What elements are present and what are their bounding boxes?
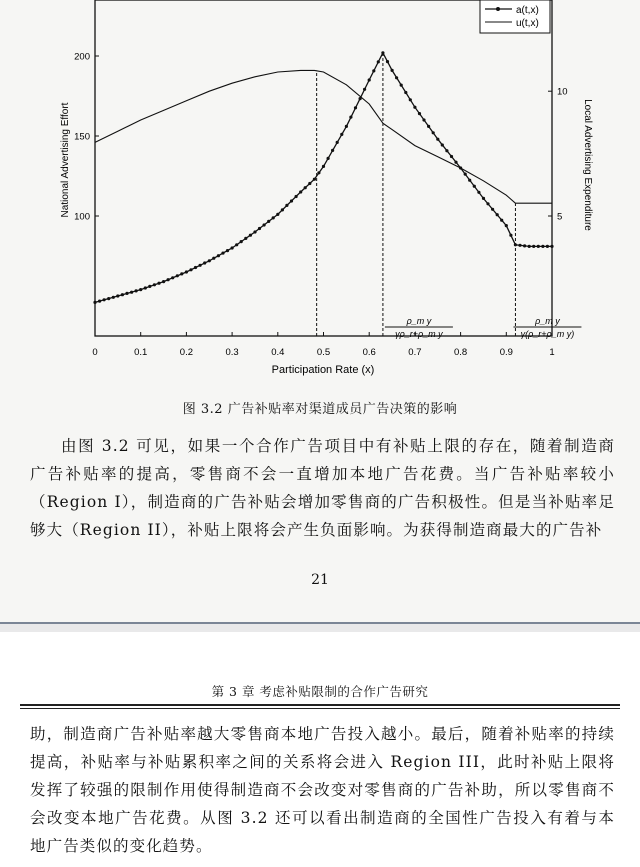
series-point-a xyxy=(125,292,128,295)
series-point-a xyxy=(450,155,453,158)
series-point-a xyxy=(537,245,540,248)
series-point-a xyxy=(185,270,188,273)
series-point-a xyxy=(486,202,489,205)
series-point-a xyxy=(208,259,211,262)
x-tick-label: 0.2 xyxy=(179,347,194,358)
x-axis-label: Participation Rate (x) xyxy=(271,364,375,376)
series-point-a xyxy=(304,186,307,189)
figure-caption: 图 3.2 广告补贴率对渠道成员广告决策的影响 xyxy=(182,402,458,417)
series-point-a xyxy=(272,216,275,219)
series-point-a xyxy=(445,149,448,152)
series-point-a xyxy=(509,234,512,237)
series-point-a xyxy=(496,213,499,216)
series-point-a xyxy=(327,157,330,160)
page-22 xyxy=(0,632,640,867)
series-point-a xyxy=(482,197,485,200)
series-point-a xyxy=(135,289,138,292)
series-point-a xyxy=(267,220,270,223)
series-point-a xyxy=(418,112,421,115)
series-point-a xyxy=(157,282,160,285)
page-number: 21 xyxy=(311,572,329,588)
series-point-a xyxy=(340,133,343,136)
series-point-a xyxy=(500,219,503,222)
body-paragraph-1: 由图 3.2 可见，如果一个合作广告项目中有补贴上限的存在，随着制造商广告补贴率的提高，零售商不会一直增加本地广告花费。当广告补贴率较小（Region I），制造商的广告补贴会增加零售商的广告积极性。但是当补贴率足够大（Region II），补贴上限将会产生负面影响。为获得制造商最大的广告补 xyxy=(30,437,615,539)
series-point-a xyxy=(139,288,142,291)
chapter-header: 第 3 章 考虑补贴限制的合作广告研究 xyxy=(20,682,620,706)
series-point-a xyxy=(162,280,165,283)
series-point-a xyxy=(518,244,521,247)
series-point-a xyxy=(226,249,229,252)
y-left-tick-label: 100 xyxy=(74,211,90,223)
x-tick-label: 0.4 xyxy=(271,347,285,358)
legend-box xyxy=(480,0,550,33)
series-point-a xyxy=(244,237,247,240)
series-point-a xyxy=(386,60,389,63)
series-point-a xyxy=(532,245,535,248)
x-tick-label: 0.1 xyxy=(134,347,148,358)
series-point-a xyxy=(372,69,375,72)
plot-frame xyxy=(95,0,552,336)
series-point-a xyxy=(249,234,252,237)
annotation-numerator: ρ_m y xyxy=(535,316,560,326)
series-point-a xyxy=(336,141,339,144)
figure-chart xyxy=(0,0,640,395)
series-point-a xyxy=(528,245,531,248)
y-axis-right-label: Local Advertising Expenditure xyxy=(582,99,593,231)
series-point-a xyxy=(93,301,96,304)
series-line-a xyxy=(95,53,552,303)
series-point-a xyxy=(523,244,526,247)
series-point-a xyxy=(281,208,284,211)
series-point-a xyxy=(349,116,352,119)
series-point-a xyxy=(263,223,266,226)
series-point-a xyxy=(363,88,366,91)
series-point-a xyxy=(299,190,302,193)
series-point-a xyxy=(153,283,156,286)
series-point-a xyxy=(240,240,243,243)
series-point-a xyxy=(295,195,298,198)
series-point-a xyxy=(194,266,197,269)
y-left-tick-label: 150 xyxy=(74,131,90,143)
series-point-a xyxy=(432,131,435,134)
series-point-a xyxy=(436,138,439,141)
series-point-a xyxy=(477,191,480,194)
series-point-a xyxy=(171,276,174,279)
series-point-a xyxy=(130,291,133,294)
series-point-a xyxy=(235,243,238,246)
body-paragraph-2: 助，制造商广告补贴率越大零售商本地广告投入越小。最后，随着补贴率的持续提高，补贴率与补贴累积率之间的关系将会进入 Region III，此时补贴上限将发挥了较强的限制作用使得制造商不会改变对零售商的广告补助，所以零售商不会改变本地广告花费。从图 3.2 还可以看出制造商的全国性广告投入有着与本地广告类似的变化趋势。 xyxy=(30,725,615,855)
series-point-a xyxy=(203,261,206,264)
series-point-a xyxy=(276,213,279,216)
series-point-a xyxy=(212,257,215,260)
series-point-a xyxy=(199,264,202,267)
series-point-a xyxy=(354,106,357,109)
series-point-a xyxy=(391,69,394,72)
y-axis-left-label: National Advertising Effort xyxy=(60,102,71,218)
series-point-a xyxy=(121,293,124,296)
legend-marker-a xyxy=(496,7,500,11)
series-point-a xyxy=(180,272,183,275)
series-point-a xyxy=(308,182,311,185)
series-point-a xyxy=(116,294,119,297)
y-left-tick-label: 200 xyxy=(74,51,90,63)
annotation-denominator: γ(ρ_r+ρ_m y) xyxy=(520,329,575,339)
series-point-a xyxy=(322,165,325,168)
series-point-a xyxy=(473,185,476,188)
series-line-u xyxy=(95,70,552,203)
series-point-a xyxy=(144,286,147,289)
series-point-a xyxy=(409,98,412,101)
x-tick-label: 0.3 xyxy=(225,347,239,358)
series-point-a xyxy=(514,243,517,246)
series-point-a xyxy=(422,118,425,121)
y-right-tick-label: 10 xyxy=(557,86,568,98)
series-point-a xyxy=(167,278,170,281)
series-point-a xyxy=(427,125,430,128)
x-tick-label: 0.8 xyxy=(453,347,468,358)
series-point-a xyxy=(546,245,549,248)
series-point-a xyxy=(285,204,288,207)
x-tick-label: 0.9 xyxy=(499,347,513,358)
series-point-a xyxy=(505,224,508,227)
series-point-a xyxy=(217,254,220,257)
series-point-a xyxy=(368,78,371,81)
series-point-a xyxy=(441,143,444,146)
series-point-a xyxy=(253,230,256,233)
y-right-tick-label: 5 xyxy=(557,211,563,223)
series-point-a xyxy=(413,106,416,109)
series-point-a xyxy=(313,178,316,181)
series-point-a xyxy=(317,171,320,174)
series-point-a xyxy=(331,149,334,152)
series-point-a xyxy=(541,245,544,248)
series-point-a xyxy=(189,268,192,271)
annotation-numerator: ρ_m y xyxy=(406,316,432,326)
series-point-a xyxy=(290,199,293,202)
series-point-a xyxy=(107,297,110,300)
series-point-a xyxy=(98,300,101,303)
x-tick-label: 0.5 xyxy=(316,347,331,358)
series-point-a xyxy=(221,252,224,255)
series-point-a xyxy=(377,60,380,63)
legend-label-a: a(t,x) xyxy=(516,5,539,16)
annotation-denominator: γρ_r+ρ_m y xyxy=(395,329,443,339)
x-tick-label: 0.7 xyxy=(408,347,422,358)
series-point-a xyxy=(148,285,151,288)
series-point-a xyxy=(176,274,179,277)
series-point-a xyxy=(103,298,106,301)
series-point-a xyxy=(454,161,457,164)
series-point-a xyxy=(491,208,494,211)
series-point-a xyxy=(464,173,467,176)
x-tick-label: 0 xyxy=(92,347,98,358)
legend-label-u: u(t,x) xyxy=(516,18,539,29)
series-point-a xyxy=(345,125,348,128)
series-point-a xyxy=(395,76,398,79)
series-point-a xyxy=(400,84,403,87)
series-point-a xyxy=(258,227,261,230)
series-point-a xyxy=(468,179,471,182)
series-point-a xyxy=(381,51,384,54)
series-point-a xyxy=(231,246,234,249)
x-tick-label: 0.6 xyxy=(362,347,376,358)
x-tick-label: 1 xyxy=(549,347,555,358)
series-point-a xyxy=(404,91,407,94)
series-point-a xyxy=(112,296,115,299)
series-point-a xyxy=(550,245,553,248)
